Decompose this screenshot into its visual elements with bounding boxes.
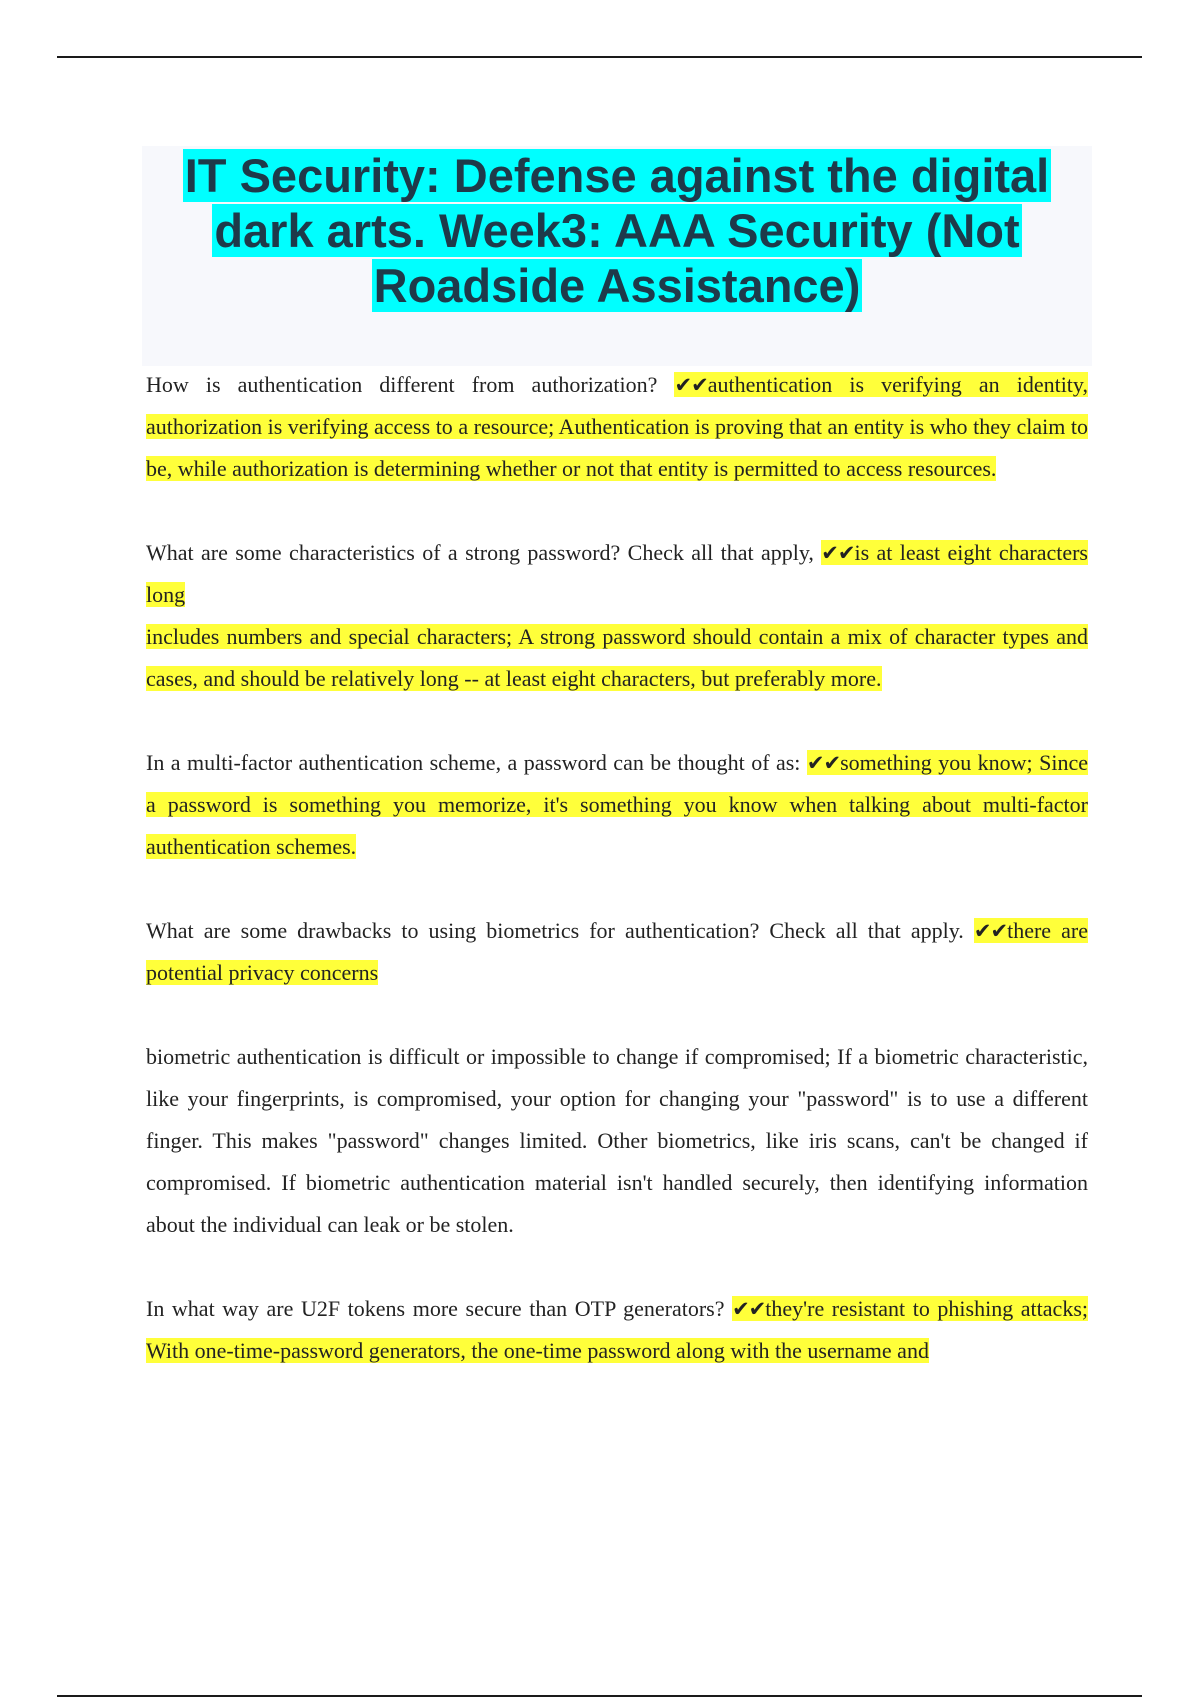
title-block (142, 146, 1092, 366)
title-line: dark arts. Week3: AAA Security (Not (214, 204, 1020, 257)
double-check-icon: ✔✔ (674, 373, 708, 397)
qa-item (146, 742, 1088, 868)
answer-text: something you know; Since a password is something you memorize, it's something you know when talking about multi-factor authentication schemes. (146, 750, 1088, 859)
qa-item (146, 1288, 1088, 1372)
double-check-icon: ✔✔ (732, 1297, 766, 1321)
answer-continuation (146, 616, 1088, 700)
explanation-paragraph: biometric authentication is difficult or impossible to change if compromised; If a biometric characteristic, like your fingerprints, is compromised, your option for changing your "password" is to use a different finger. This makes "password" changes limited. Other biometrics, like iris scans, can't be changed if compromised. If biometric authentication material isn't handled securely, then identifying information about the individual can leak or be stolen. (146, 1044, 1088, 1237)
answer-highlight: includes numbers and special characters; A strong password should contain a mix of character types and cases, and should be relatively long -- at least eight characters, but preferably more. (146, 624, 1088, 691)
document-title (142, 146, 1092, 313)
document-body (146, 364, 1088, 1414)
qa-item (146, 910, 1088, 994)
header-rule (57, 56, 1142, 58)
double-check-icon: ✔✔ (973, 919, 1008, 943)
title-line: Roadside Assistance) (373, 259, 861, 312)
title-line: IT Security: Defense against the digital (184, 149, 1050, 202)
answer-text: authentication is verifying an identity, authorization is verifying access to a resource; Authentication is proving that an entity is who they claim to be, while authorization is determining whether or not that entity is permitted to access resources. (146, 372, 1088, 481)
question-text: What are some drawbacks to using biometrics for authentication? Check all that apply. (146, 918, 974, 943)
question-text: In what way are U2F tokens more secure than OTP generators? (146, 1296, 733, 1321)
question-text: How is authentication different from authorization? (146, 372, 675, 397)
answer-text: there are potential privacy concerns (146, 918, 1088, 985)
answer-text: is at least eight characters long (146, 540, 1088, 607)
double-check-icon: ✔✔ (806, 751, 841, 775)
answer-text: they're resistant to phishing attacks; With one-time-password generators, the one-time password along with the username and (146, 1296, 1088, 1363)
qa-item (146, 364, 1088, 490)
question-text: In a multi-factor authentication scheme, a password can be thought of as: (146, 750, 807, 775)
footer-rule (57, 1695, 1142, 1697)
qa-item (146, 532, 1088, 616)
question-text: What are some characteristics of a strong password? Check all that apply, (146, 540, 822, 565)
double-check-icon: ✔✔ (821, 541, 855, 565)
